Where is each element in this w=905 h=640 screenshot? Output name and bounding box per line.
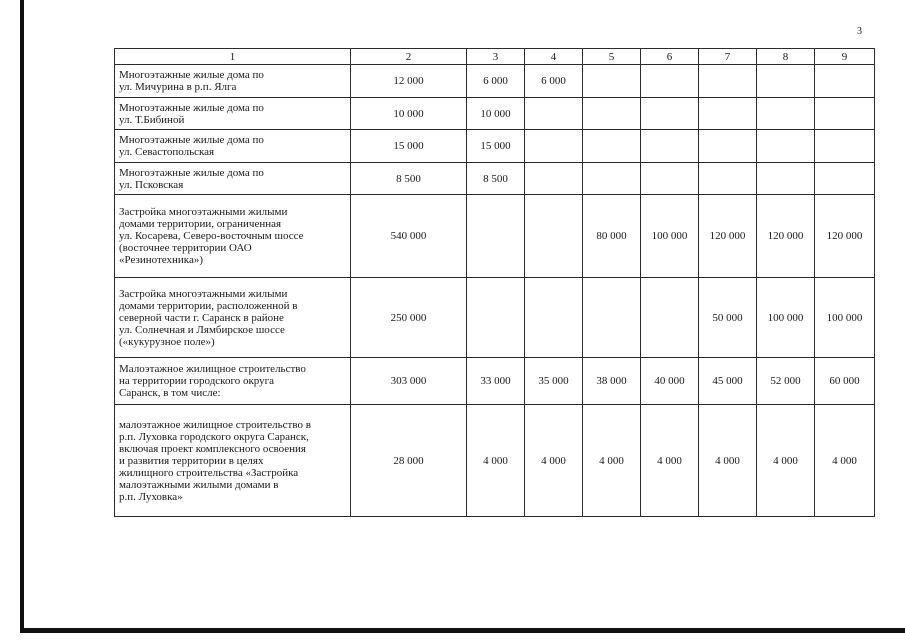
value-cell-col-8: 4 000 bbox=[757, 405, 815, 517]
column-header-9: 9 bbox=[815, 49, 875, 65]
row-name-cell: Малоэтажное жилищное строительство на территории городского округа Саранск, в том числе: bbox=[115, 358, 351, 405]
value-cell-col-3: 6 000 bbox=[467, 65, 525, 98]
column-header-6: 6 bbox=[641, 49, 699, 65]
value-cell-col-8 bbox=[757, 163, 815, 195]
value-cell-col-8 bbox=[757, 98, 815, 130]
table-row bbox=[115, 163, 875, 195]
row-name-cell: Многоэтажные жилые дома по ул. Псковская bbox=[115, 163, 351, 195]
value-cell-col-6 bbox=[641, 98, 699, 130]
value-cell-col-8 bbox=[757, 65, 815, 98]
value-cell-col-5 bbox=[583, 65, 641, 98]
value-cell-col-4 bbox=[525, 130, 583, 163]
value-cell-col-3: 33 000 bbox=[467, 358, 525, 405]
value-cell-col-3: 8 500 bbox=[467, 163, 525, 195]
value-cell-col-2: 250 000 bbox=[351, 278, 467, 358]
value-cell-col-2: 8 500 bbox=[351, 163, 467, 195]
value-cell-col-8: 120 000 bbox=[757, 195, 815, 278]
table-row bbox=[115, 405, 875, 517]
column-header-1: 1 bbox=[115, 49, 351, 65]
value-cell-col-7: 120 000 bbox=[699, 195, 757, 278]
value-cell-col-4 bbox=[525, 195, 583, 278]
table-row bbox=[115, 65, 875, 98]
value-cell-col-9: 4 000 bbox=[815, 405, 875, 517]
value-cell-col-8: 52 000 bbox=[757, 358, 815, 405]
column-header-7: 7 bbox=[699, 49, 757, 65]
value-cell-col-4: 4 000 bbox=[525, 405, 583, 517]
row-name-cell: малоэтажное жилищное строительство в р.п. Луховка городского округа Саранск, включая проект комплексного освоения и развития территории в целях жилищного строительства «Застройка малоэтажными жилыми домами в р.п. Луховка» bbox=[115, 405, 351, 517]
value-cell-col-5: 38 000 bbox=[583, 358, 641, 405]
value-cell-col-5 bbox=[583, 98, 641, 130]
value-cell-col-3: 10 000 bbox=[467, 98, 525, 130]
table-body bbox=[115, 65, 875, 517]
value-cell-col-9: 120 000 bbox=[815, 195, 875, 278]
scan-border-left bbox=[20, 0, 24, 632]
value-cell-col-5: 80 000 bbox=[583, 195, 641, 278]
value-cell-col-9 bbox=[815, 98, 875, 130]
value-cell-col-9 bbox=[815, 65, 875, 98]
value-cell-col-2: 303 000 bbox=[351, 358, 467, 405]
value-cell-col-6 bbox=[641, 130, 699, 163]
column-header-8: 8 bbox=[757, 49, 815, 65]
value-cell-col-3 bbox=[467, 278, 525, 358]
value-cell-col-2: 28 000 bbox=[351, 405, 467, 517]
column-header-4: 4 bbox=[525, 49, 583, 65]
table-row bbox=[115, 130, 875, 163]
value-cell-col-3: 15 000 bbox=[467, 130, 525, 163]
table-row bbox=[115, 358, 875, 405]
value-cell-col-6: 4 000 bbox=[641, 405, 699, 517]
value-cell-col-2: 540 000 bbox=[351, 195, 467, 278]
value-cell-col-7: 4 000 bbox=[699, 405, 757, 517]
value-cell-col-7 bbox=[699, 98, 757, 130]
value-cell-col-6 bbox=[641, 278, 699, 358]
value-cell-col-5 bbox=[583, 163, 641, 195]
value-cell-col-4 bbox=[525, 98, 583, 130]
value-cell-col-9 bbox=[815, 163, 875, 195]
table-row bbox=[115, 195, 875, 278]
scan-border-bottom bbox=[20, 628, 905, 633]
value-cell-col-5 bbox=[583, 278, 641, 358]
row-name-cell: Многоэтажные жилые дома по ул. Т.Бибиной bbox=[115, 98, 351, 130]
value-cell-col-9 bbox=[815, 130, 875, 163]
value-cell-col-4: 6 000 bbox=[525, 65, 583, 98]
value-cell-col-2: 12 000 bbox=[351, 65, 467, 98]
page-number: 3 bbox=[857, 26, 862, 37]
value-cell-col-7 bbox=[699, 163, 757, 195]
value-cell-col-3: 4 000 bbox=[467, 405, 525, 517]
value-cell-col-5: 4 000 bbox=[583, 405, 641, 517]
column-header-2: 2 bbox=[351, 49, 467, 65]
value-cell-col-9: 100 000 bbox=[815, 278, 875, 358]
value-cell-col-3 bbox=[467, 195, 525, 278]
column-header-5: 5 bbox=[583, 49, 641, 65]
value-cell-col-9: 60 000 bbox=[815, 358, 875, 405]
value-cell-col-4 bbox=[525, 163, 583, 195]
row-name-cell: Многоэтажные жилые дома по ул. Севастопольская bbox=[115, 130, 351, 163]
value-cell-col-2: 10 000 bbox=[351, 98, 467, 130]
housing-construction-table bbox=[114, 48, 875, 517]
value-cell-col-6: 100 000 bbox=[641, 195, 699, 278]
value-cell-col-5 bbox=[583, 130, 641, 163]
value-cell-col-2: 15 000 bbox=[351, 130, 467, 163]
column-header-3: 3 bbox=[467, 49, 525, 65]
table-row bbox=[115, 98, 875, 130]
row-name-cell: Застройка многоэтажными жилыми домами территории, расположенной в северной части г. Саранск в районе ул. Солнечная и Лямбирское шоссе («кукурузное поле») bbox=[115, 278, 351, 358]
value-cell-col-8 bbox=[757, 130, 815, 163]
value-cell-col-4 bbox=[525, 278, 583, 358]
value-cell-col-4: 35 000 bbox=[525, 358, 583, 405]
row-name-cell: Застройка многоэтажными жилыми домами территории, ограниченная ул. Косарева, Северо-восточным шоссе (восточнее территории ОАО «Резинотехника») bbox=[115, 195, 351, 278]
row-name-cell: Многоэтажные жилые дома по ул. Мичурина в р.п. Ялга bbox=[115, 65, 351, 98]
value-cell-col-7 bbox=[699, 130, 757, 163]
value-cell-col-6: 40 000 bbox=[641, 358, 699, 405]
value-cell-col-6 bbox=[641, 65, 699, 98]
value-cell-col-7: 50 000 bbox=[699, 278, 757, 358]
header-row bbox=[115, 49, 875, 65]
value-cell-col-7: 45 000 bbox=[699, 358, 757, 405]
table-row bbox=[115, 278, 875, 358]
value-cell-col-7 bbox=[699, 65, 757, 98]
value-cell-col-6 bbox=[641, 163, 699, 195]
value-cell-col-8: 100 000 bbox=[757, 278, 815, 358]
